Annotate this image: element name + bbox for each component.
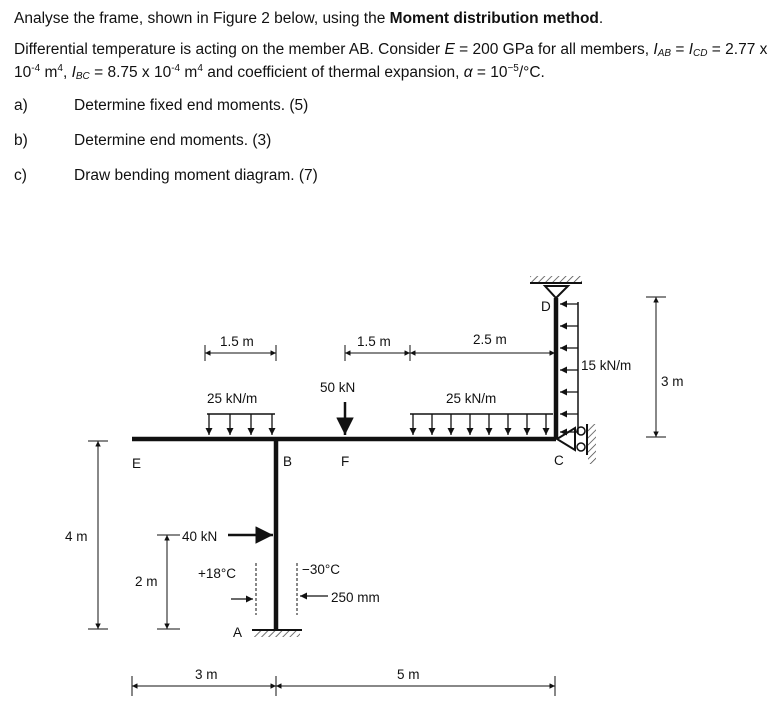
dim-label: 250 mm (331, 590, 380, 605)
question-text: Draw bending moment diagram. (7) (74, 166, 318, 184)
temp-label-right: −30°C (302, 562, 341, 577)
point-load-f (320, 380, 355, 435)
node-label-e: E (132, 456, 142, 471)
given-text: m (40, 63, 58, 81)
udl-right (410, 391, 553, 435)
dim-top-left (205, 334, 276, 361)
question-letter: c) (14, 166, 27, 184)
dim-label: 3 m (195, 667, 218, 682)
node-label-d: D (541, 299, 551, 314)
given-text: = 10 (472, 63, 508, 81)
dim-label: 1.5 m (220, 334, 254, 349)
given-text: , (62, 63, 72, 81)
exponent: −5 (507, 62, 519, 74)
dim-cd-height (646, 297, 684, 437)
dim-label: 2 m (135, 574, 158, 589)
inertia-subscript: CD (693, 48, 708, 60)
dim-label: 5 m (397, 667, 420, 682)
node-label-b: B (283, 454, 293, 469)
temperature-depth-annotation (198, 562, 380, 615)
node-label-c: C (554, 453, 564, 468)
inertia-subscript: AB (657, 48, 672, 60)
given-text: = 2.77 x 10 (14, 41, 768, 81)
dim-label: 1.5 m (357, 334, 391, 349)
udl-lateral-cd (560, 302, 631, 434)
load-label: 25 kN/m (207, 391, 258, 406)
inertia-symbol: I (71, 63, 76, 81)
given-text: and coefficient of thermal expansion, (202, 63, 464, 81)
given-text: = 8.75 x 10 (89, 63, 172, 81)
method-name: Moment distribution method (389, 10, 599, 27)
question-text: Determine end moments. (3) (74, 131, 272, 149)
exponent: 4 (197, 62, 203, 74)
node-label-a: A (233, 625, 243, 640)
load-label: 40 kN (182, 529, 218, 544)
given-text: m (180, 63, 198, 81)
fixed-support-a (252, 630, 302, 637)
udl-left (207, 391, 275, 435)
given-text: = 200 GPa for all members, (454, 41, 654, 59)
node-label-f: F (341, 454, 350, 469)
given-text: Differential temperature is acting on the member AB. Consider (14, 41, 445, 59)
intro-period: . (598, 10, 604, 27)
given-text: /°C. (518, 63, 545, 81)
horizontal-load-a (182, 529, 273, 544)
pin-support-d (530, 276, 582, 298)
exponent: -4 (171, 62, 181, 74)
inertia-symbol: I (688, 41, 694, 59)
dim-label: 4 m (65, 529, 88, 544)
dim-load-height (135, 535, 180, 629)
dim-ab-height (65, 441, 108, 629)
given-text: = (671, 41, 689, 59)
question-letter: b) (14, 131, 28, 149)
dim-top-right (410, 332, 555, 353)
load-label: 50 kN (320, 380, 356, 395)
inertia-symbol: I (653, 41, 658, 59)
load-label: 25 kN/m (446, 391, 497, 406)
exponent: 4 (57, 62, 63, 74)
dim-bottom (132, 667, 555, 696)
dim-top-mid (345, 334, 410, 361)
exponent: -4 (31, 62, 41, 74)
question-letter: a) (14, 96, 28, 114)
inertia-subscript: BC (75, 70, 90, 82)
question-text: Determine fixed end moments. (5) (74, 96, 309, 114)
temp-label-left: +18°C (198, 566, 237, 581)
load-label: 15 kN/m (581, 358, 632, 373)
dim-label: 2.5 m (473, 332, 507, 347)
dim-label: 3 m (661, 374, 684, 389)
alpha-symbol: α (463, 63, 473, 81)
intro-text: Analyse the frame, shown in Figure 2 below, using the (14, 10, 390, 27)
modulus-symbol: E (444, 41, 455, 59)
